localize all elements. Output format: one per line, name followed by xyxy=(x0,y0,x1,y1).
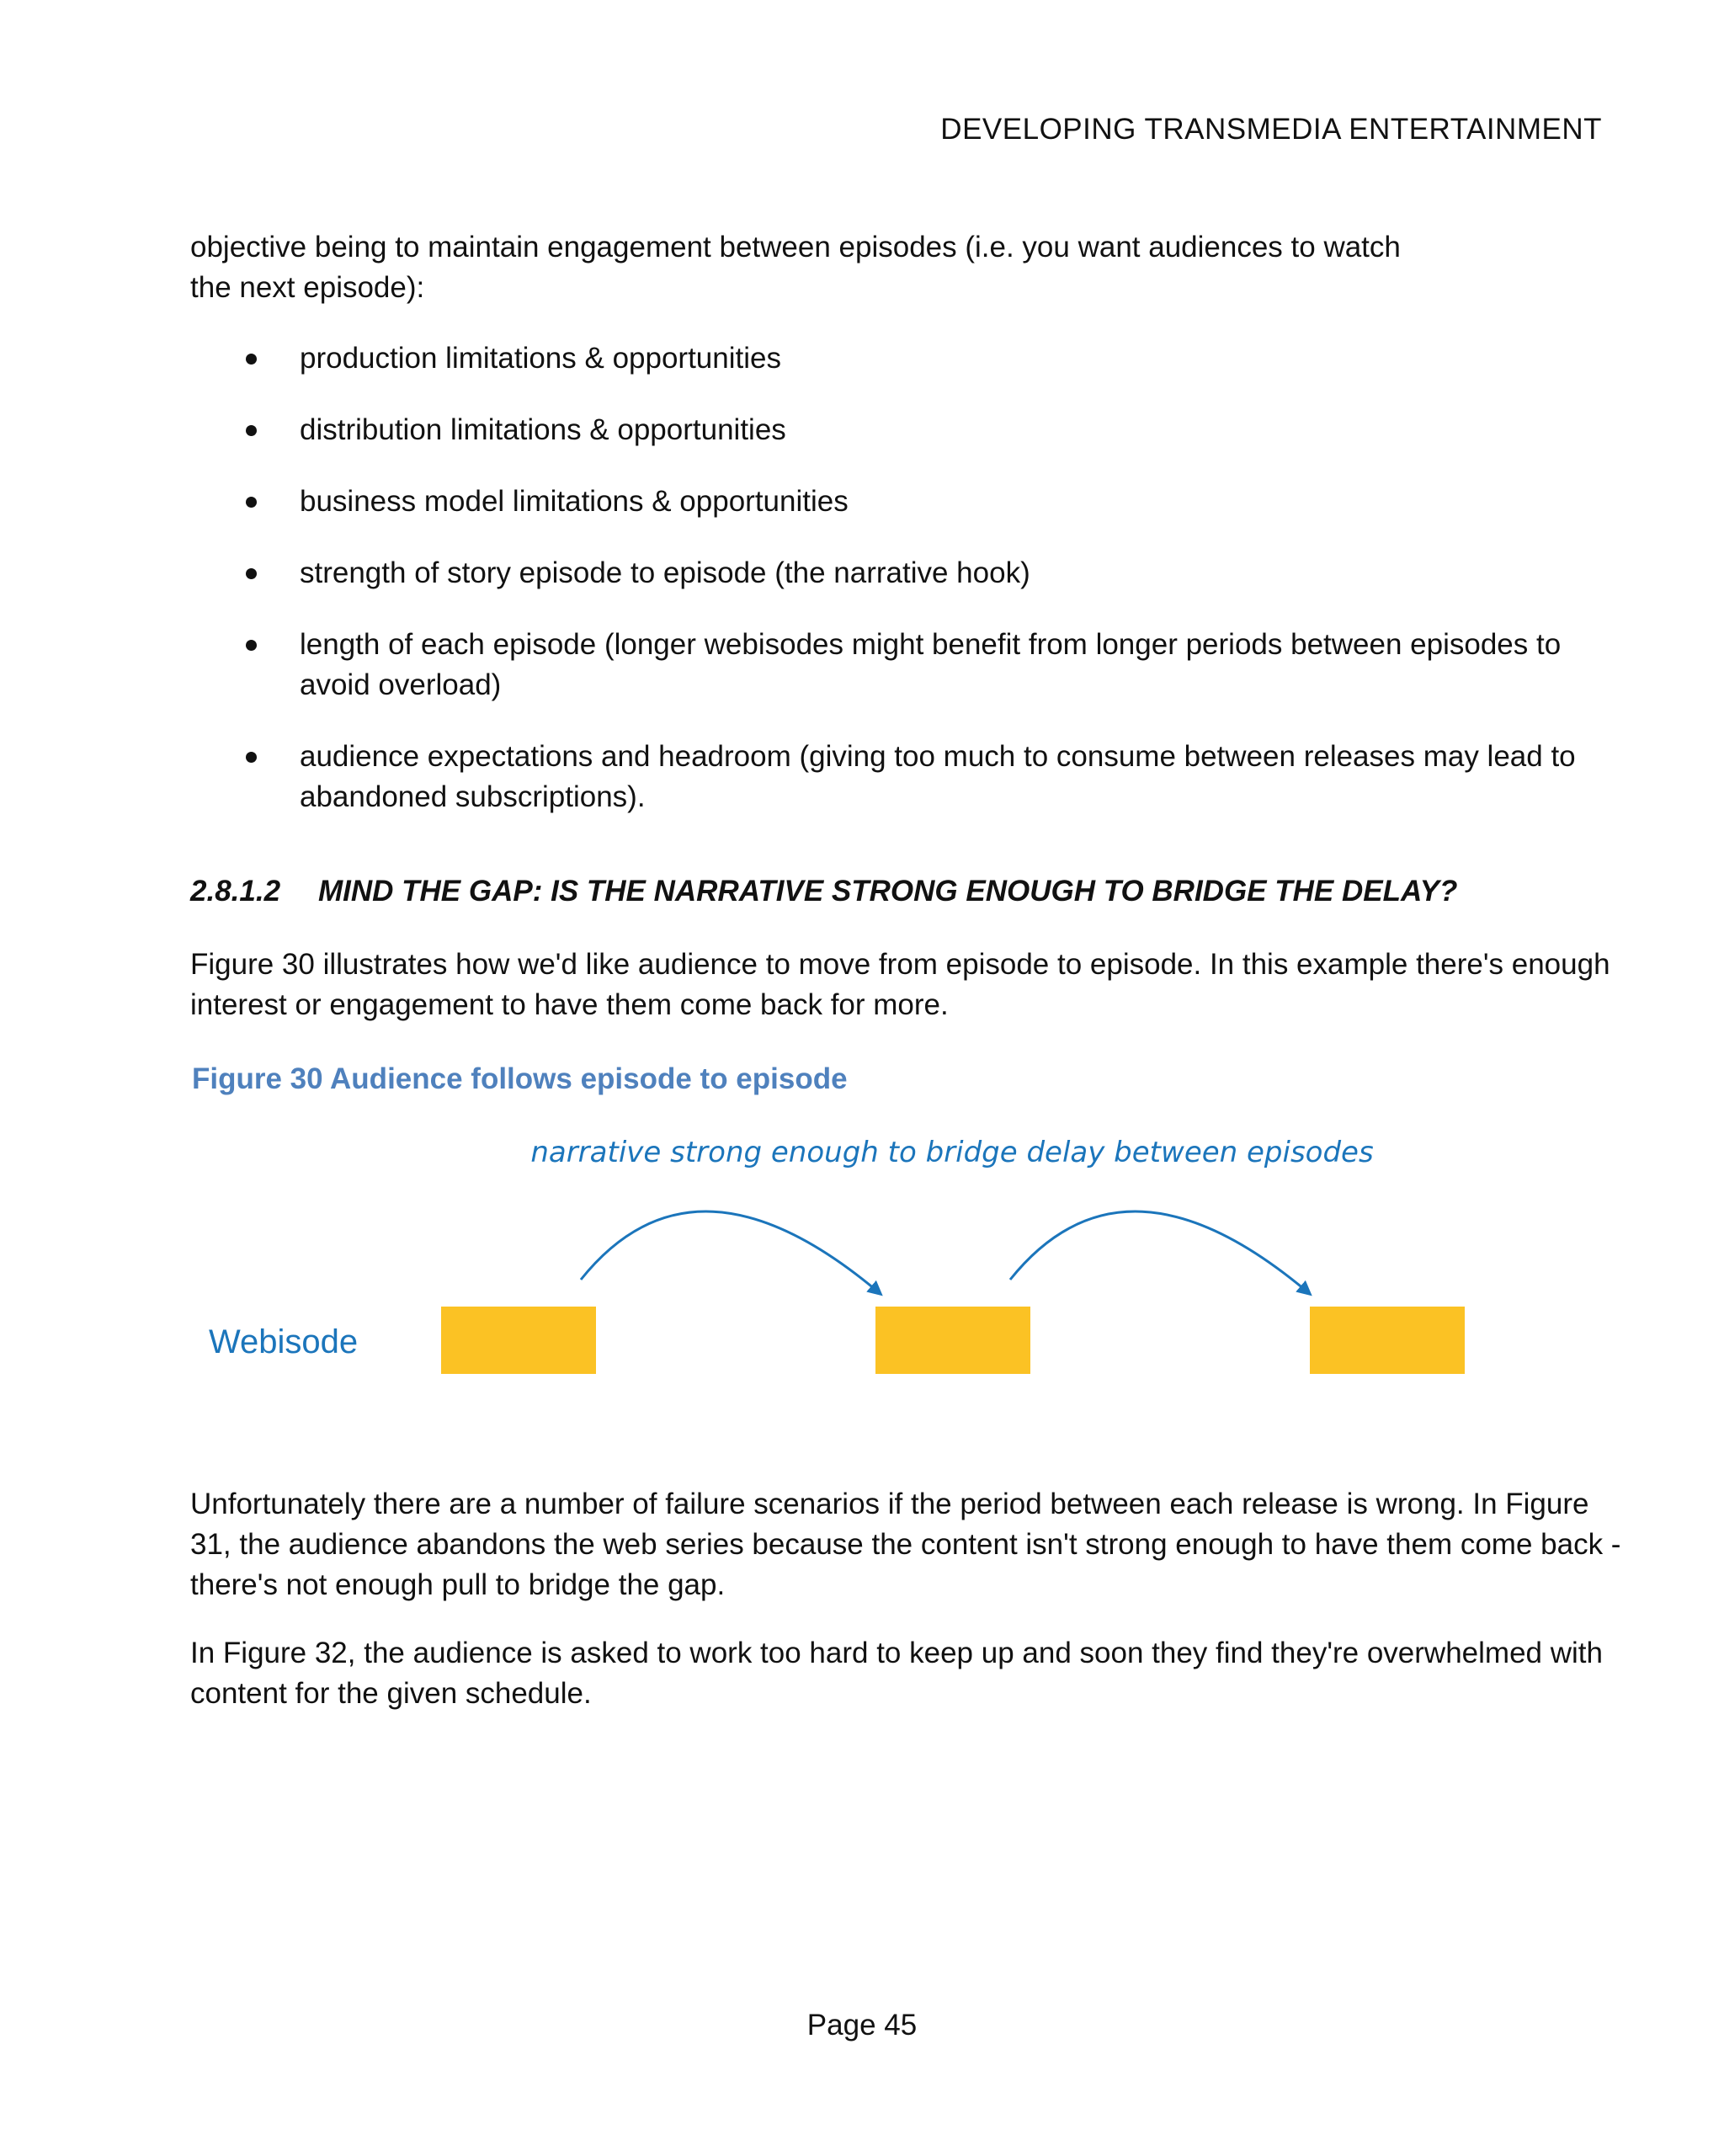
intro-line-2: the next episode): xyxy=(190,271,425,304)
list-item-text: production limitations & opportunities xyxy=(300,342,781,375)
bullet-icon xyxy=(246,354,257,365)
list-item-text: business model limitations & opportunities xyxy=(300,485,849,518)
webisode-box-3 xyxy=(1310,1307,1465,1374)
list-item-text: audience expectations and headroom (giving too much to consume between releases may lead to abandoned subscriptions). xyxy=(300,740,1576,813)
bullet-icon xyxy=(246,752,257,763)
intro-line-1: objective being to maintain engagement between episodes (i.e. you want audiences to watch xyxy=(190,231,1401,264)
bridge-arrow-2 xyxy=(1010,1211,1310,1294)
bullet-icon xyxy=(246,640,257,651)
running-header: DEVELOPING TRANSMEDIA ENTERTAINMENT xyxy=(940,113,1602,146)
list-item-text: length of each episode (longer webisodes might benefit from longer periods between episodes to avoid overload) xyxy=(300,628,1562,701)
webisode-label: Webisode xyxy=(209,1323,359,1360)
figure-caption: Figure 30 Audience follows episode to episode xyxy=(192,1062,848,1095)
body-paragraph-3: In Figure 32, the audience is asked to work too hard to keep up and soon they find they're overwhelmed with content for the given schedule. xyxy=(190,1637,1603,1710)
bullet-icon xyxy=(246,568,257,579)
page-number: Page 45 xyxy=(806,2009,918,2042)
bridge-arrow-1 xyxy=(581,1211,881,1294)
bullet-list xyxy=(190,338,1621,849)
list-item-text: distribution limitations & opportunities xyxy=(300,413,786,446)
list-item xyxy=(190,625,1621,705)
section-number: 2.8.1.2 xyxy=(190,875,281,908)
section-title: MIND THE GAP: IS THE NARRATIVE STRONG ENOUGH TO BRIDGE THE DELAY? xyxy=(318,875,1458,908)
arrow-label: narrative strong enough to bridge delay between episodes xyxy=(530,1136,1374,1169)
body-paragraph-2: Unfortunately there are a number of failure scenarios if the period between each release is wrong. In Figure 31, the audience abandons the web series because the content isn't strong enough to have them come back - there's not enough pull to bridge the gap. xyxy=(190,1488,1621,1601)
list-item xyxy=(190,553,1621,594)
bullet-icon xyxy=(246,425,257,436)
list-item xyxy=(190,338,1621,379)
intro-paragraph xyxy=(190,227,1621,308)
bullet-icon xyxy=(246,497,257,508)
webisode-box-1 xyxy=(441,1307,596,1374)
section-heading xyxy=(190,875,1457,908)
list-item xyxy=(190,410,1621,450)
webisode-box-2 xyxy=(875,1307,1030,1374)
list-item xyxy=(190,482,1621,522)
body-paragraph-1: Figure 30 illustrates how we'd like audience to move from episode to episode. In this example there's enough interest or engagement to have them come back for more. xyxy=(190,948,1610,1021)
list-item-text: strength of story episode to episode (the narrative hook) xyxy=(300,556,1030,589)
list-item xyxy=(190,737,1621,817)
figure-diagram xyxy=(190,1120,1621,1456)
